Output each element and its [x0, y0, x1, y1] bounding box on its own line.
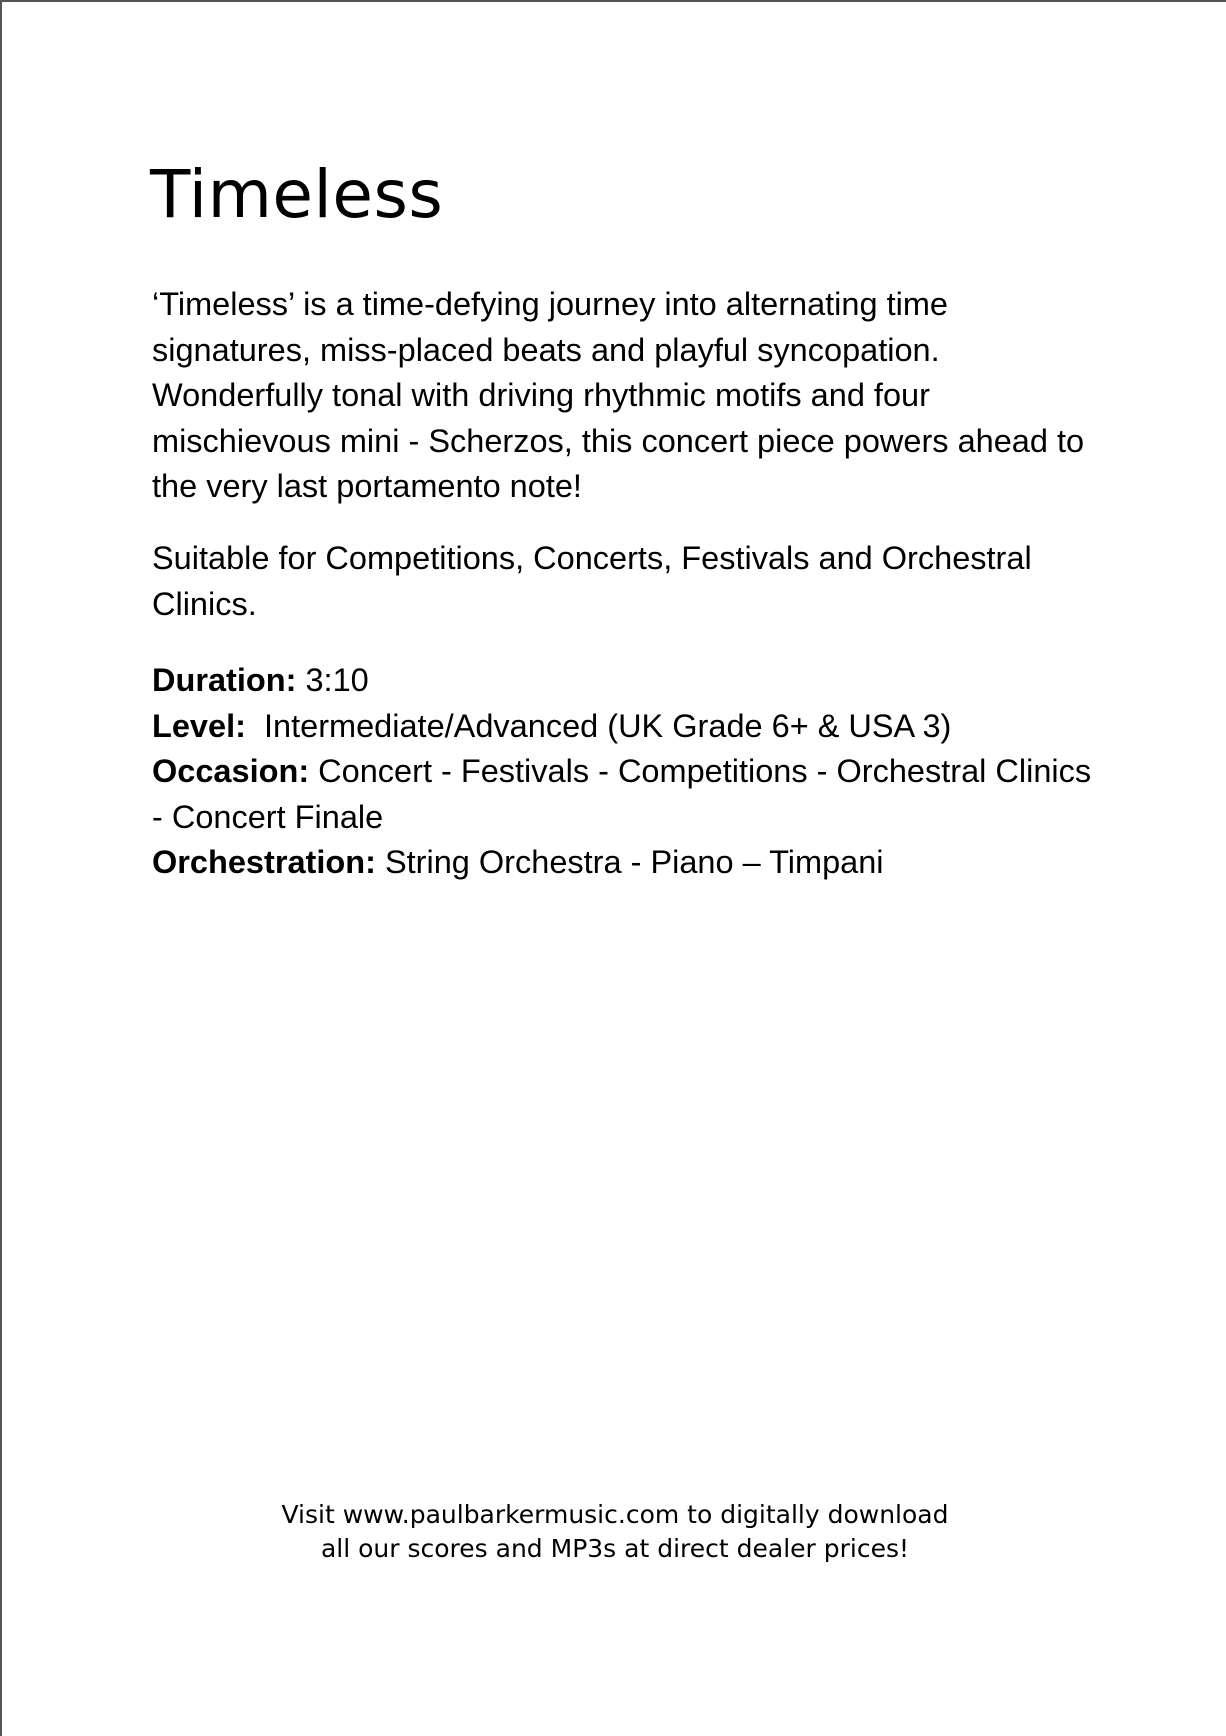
duration-row — [152, 658, 1092, 704]
description-paragraph: ‘Timeless’ is a time-defying journey into alternating time signatures, miss-placed beats and playful syncopation. Wonderfully tonal with driving rhythmic motifs and four mischievous mini - Scherzos, this concert piece powers ahead to the very last portamento note! — [152, 286, 1085, 504]
footer-note — [2, 1498, 1226, 1566]
level-value: Intermediate/Advanced (UK Grade 6+ & USA 3) — [245, 707, 952, 744]
level-label: Level: — [152, 707, 246, 744]
occasion-row — [152, 749, 1092, 840]
footer-line-2: all our scores and MP3s at direct dealer prices! — [320, 1534, 910, 1563]
orchestration-value: String Orchestra - Piano – Timpani — [375, 844, 884, 880]
orchestration-label: Orchestration: — [152, 844, 376, 880]
duration-value: 3:10 — [296, 662, 369, 698]
occasion-value: Concert - Festivals - Competitions - Orchestral Clinics - Concert Finale — [152, 753, 1092, 835]
occasion-label: Occasion: — [152, 753, 310, 789]
orchestration-row — [152, 840, 1092, 886]
level-row — [152, 704, 1092, 750]
page-title: Timeless — [150, 156, 444, 233]
details-block — [152, 658, 1092, 886]
footer-line-1: Visit www.paulbarkermusic.com to digitally download — [281, 1500, 949, 1529]
duration-label: Duration: — [152, 662, 297, 698]
suitable-paragraph: Suitable for Competitions, Concerts, Festivals and Orchestral Clinics. — [152, 540, 1032, 622]
